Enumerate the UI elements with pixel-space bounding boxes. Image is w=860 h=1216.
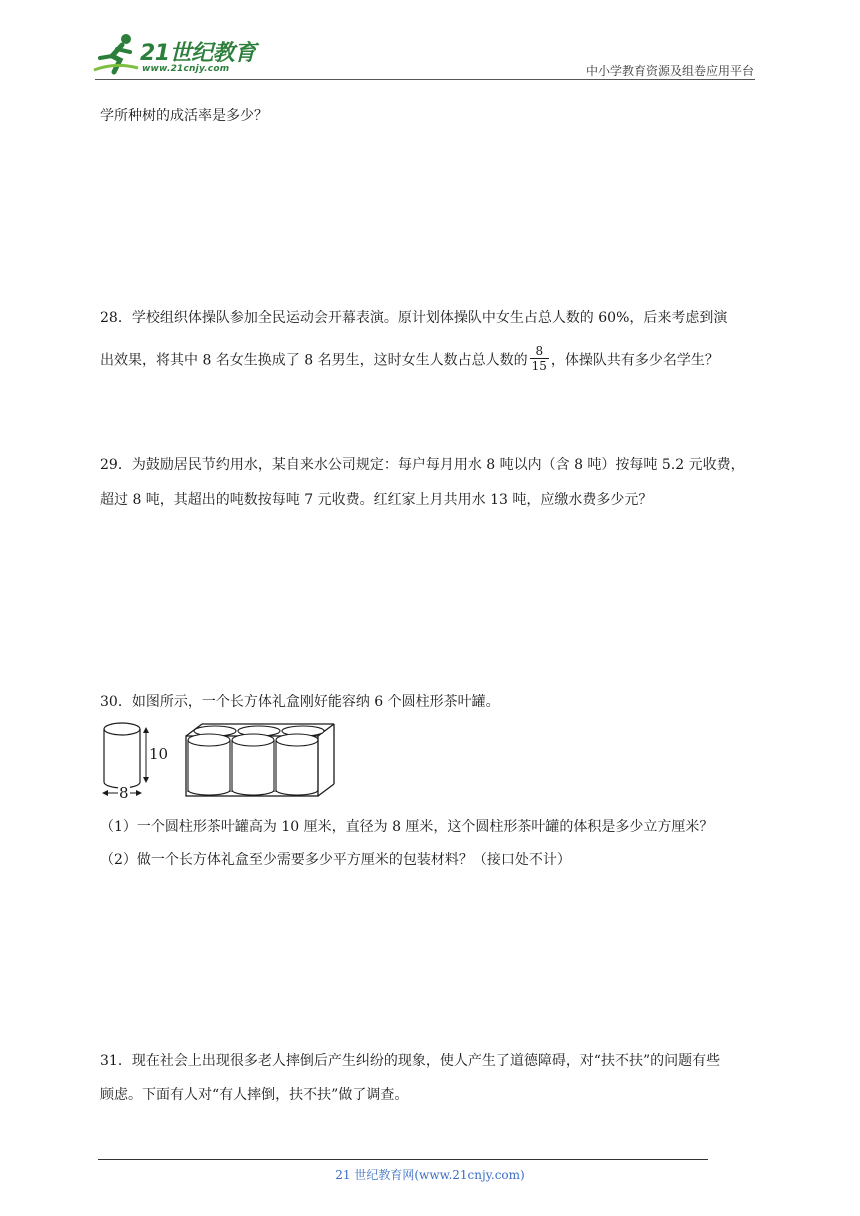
q28-fraction [530,344,549,373]
logo-text: 21世纪教育 [140,41,256,66]
logo-url: www.21cnjy.com [142,64,230,74]
gift-box-figure [182,720,338,800]
header-divider [95,79,755,80]
header-platform-text: 中小学教育资源及组卷应用平台 [585,64,754,78]
q27-tail: 学所种树的成活率是多少？ [100,108,268,124]
q30-intro: 30．如图所示，一个长方体礼盒刚好能容纳 6 个圆柱形茶叶罐。 [100,694,500,710]
q29-line2: 超过 8 吨，其超出的吨数按每吨 7 元收费。红红家上月共用水 13 吨，应缴水费多少元？ [100,492,653,508]
q28-line2 [100,346,719,375]
fraction-denominator: 15 [531,359,547,373]
fraction-numerator: 8 [530,344,549,359]
diameter-label: 8 [119,784,129,802]
q31-line2: 顾虑。下面有人对“有人摔倒，扶不扶”做了调查。 [100,1087,409,1103]
header-logo [92,30,262,80]
footer-text: 21 世纪教育网(www.21cnjy.com) [335,1168,525,1182]
q28-line2-after: ，体操队共有多少名学生？ [550,352,719,369]
q30-sub2: （2）做一个长方体礼盒至少需要多少平方厘米的包装材料？（接口处不计） [100,852,571,868]
runner-logo-icon [92,32,140,76]
q28-line2-before: 出效果，将其中 8 名女生换成了 8 名男生，这时女生人数占总人数的 [100,352,528,369]
q28-line1: 28．学校组织体操队参加全民运动会开幕表演。原计划体操队中女生占总人数的 60%，后来考虑到演 [100,310,728,326]
height-label: 10 [149,745,169,763]
q30-sub1: （1）一个圆柱形茶叶罐高为 10 厘米，直径为 8 厘米，这个圆柱形茶叶罐的体积是多少立方厘米？ [100,819,714,835]
q29-line1: 29．为鼓励居民节约用水，某自来水公司规定：每户每月用水 8 吨以内（含 8 吨）按每吨 5.2 元收费， [100,457,745,473]
q31-line1: 31．现在社会上出现很多老人摔倒后产生纠纷的现象，使人产生了道德障碍，对“扶不扶”的问题有些 [100,1053,721,1069]
footer-divider [98,1159,708,1160]
